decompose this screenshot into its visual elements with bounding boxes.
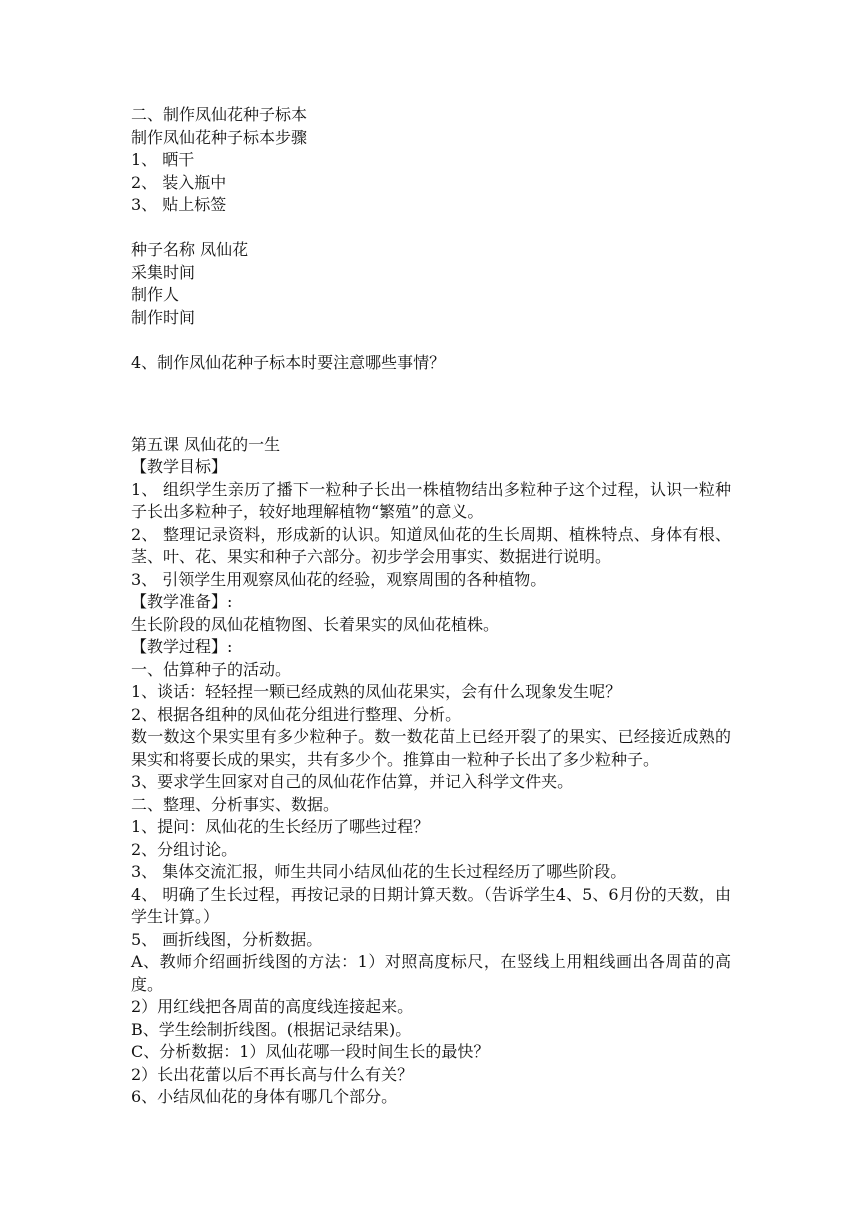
part2-item: 5、 画折线图，分析数据。 — [131, 929, 323, 949]
part2-item: C、分析数据：1）凤仙花哪一段时间生长的最快？ — [131, 1042, 490, 1061]
step-item: 2、 装入瓶中 — [131, 172, 227, 192]
part2-item: 3、 集体交流汇报，师生共同小结凤仙花的生长过程经历了哪些阶段。 — [131, 862, 627, 881]
part2-item: B、学生绘制折线图。(根据记录结果)。 — [131, 1019, 412, 1039]
part2-item: 2）长出花蕾以后不再长高与什么有关？ — [131, 1064, 414, 1084]
part1-item: 2、根据各组种的凤仙花分组进行整理、分析。 — [131, 704, 462, 724]
specimen-question: 4、制作凤仙花种子标本时要注意哪些事情？ — [131, 352, 446, 372]
part1-item: 数一数这个果实里有多少粒种子。数一数花苗上已经开裂了的果实、已经接近成熟的果实和将要长成的果实，共有多少个。推算由一粒种子长出了多少粒种子。 — [131, 727, 731, 769]
label-card-line: 制作人 — [131, 285, 180, 304]
goal-item: 1、 组织学生亲历了播下一粒种子长出一株植物结出多粒种子这个过程，认识一粒种子长出多粒种子，较好地理解植物“繁殖”的意义。 — [131, 479, 731, 521]
spacer — [131, 397, 731, 434]
part2-item: 1、提问：凤仙花的生长经历了哪些过程？ — [131, 817, 430, 836]
goals-heading: 【教学目标】 — [131, 457, 228, 476]
part2-item: 6、小结凤仙花的身体有哪几个部分。 — [131, 1087, 398, 1106]
spacer — [131, 329, 731, 352]
part2-heading: 二、整理、分析事实、数据。 — [131, 794, 340, 814]
part2-item: A、教师介绍画折线图的方法：1）对照高度标尺，在竖线上用粗线画出各周苗的高度。 — [131, 952, 731, 994]
spacer — [131, 217, 731, 240]
part2-item: 2、分组讨论。 — [131, 839, 238, 859]
label-card-line: 制作时间 — [131, 307, 196, 327]
part1-heading: 一、估算种子的活动。 — [131, 659, 292, 679]
part1-item: 1、谈话：轻轻捏一颗已经成熟的凤仙花果实，会有什么现象发生呢？ — [131, 682, 622, 701]
part1-item: 3、要求学生回家对自己的凤仙花作估算，并记入科学文件夹。 — [131, 772, 574, 791]
prep-text: 生长阶段的凤仙花植物图、长着果实的凤仙花植株。 — [131, 614, 500, 634]
document-body — [131, 104, 731, 1109]
prep-heading: 【教学准备】: — [131, 592, 233, 611]
label-card-line: 种子名称 凤仙花 — [131, 240, 249, 259]
step-item: 3、 贴上标签 — [131, 195, 227, 214]
steps-title: 制作凤仙花种子标本步骤 — [131, 127, 308, 147]
lesson-title: 第五课 凤仙花的一生 — [131, 434, 281, 454]
part2-item: 4、 明确了生长过程，再按记录的日期计算天数。（告诉学生4、5、6月份的天数，由学生计算。） — [131, 884, 731, 926]
step-item: 1、 晒干 — [131, 150, 195, 169]
section-heading: 二、制作凤仙花种子标本 — [131, 105, 308, 124]
label-card-line: 采集时间 — [131, 262, 196, 282]
goal-item: 2、 整理记录资料，形成新的认识。知道凤仙花的生长周期、植株特点、身体有根、茎、叶、花、果实和种子六部分。初步学会用事实、数据进行说明。 — [131, 524, 731, 566]
process-heading: 【教学过程】: — [131, 637, 233, 656]
goal-item: 3、 引领学生用观察凤仙花的经验，观察周围的各种植物。 — [131, 569, 547, 589]
part2-item: 2）用红线把各周苗的高度线连接起来。 — [131, 997, 414, 1016]
spacer — [131, 374, 731, 397]
